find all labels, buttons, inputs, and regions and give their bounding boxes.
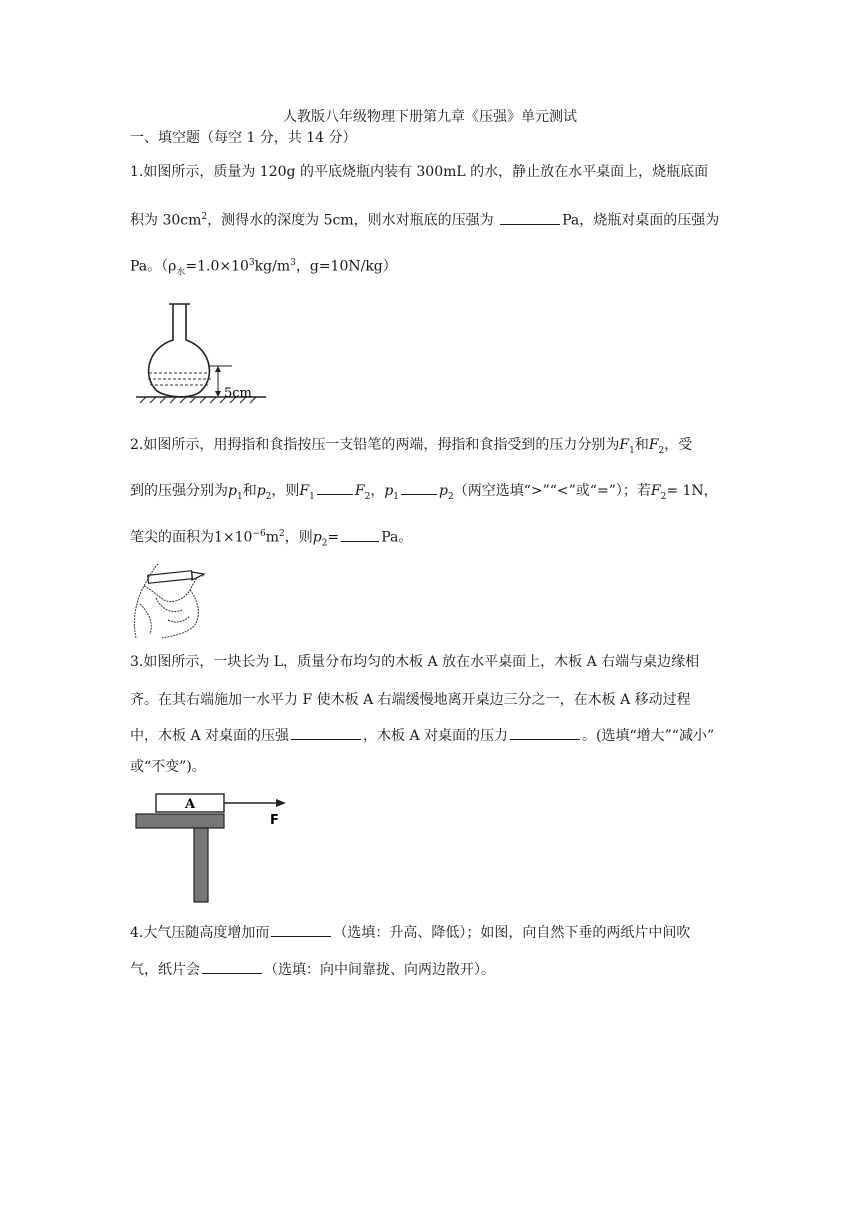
section-heading: 一、填空题（每空 1 分，共 14 分） bbox=[130, 130, 357, 146]
board-a-label: A bbox=[184, 797, 196, 812]
flask-depth-label: 5cm bbox=[224, 386, 252, 401]
q1-line-1: 1.如图所示，质量为 120g 的平底烧瓶内装有 300mL 的水，静止放在水平桌面上，烧瓶底面 bbox=[130, 164, 709, 180]
q2-line-3: 笔尖的面积为$1\times 10^{-6}m^2$，则$p_2= Pa$。 bbox=[130, 529, 413, 549]
q3-line-1: 3.如图所示，一块长为 L，质量分布均匀的木板 A 放在水平桌面上，木板 A 右端与桌边缘相 bbox=[130, 654, 700, 670]
q2-line-1: 2.如图所示，用拇指和食指按压一支铅笔的两端，拇指和食指受到的压力分别为$F_1$和$F_2$，受 bbox=[130, 437, 693, 456]
q1-line-2: 积为 $30cm^2$，测得水的深度为 5cm，则水对瓶底的压强为 Pa，烧瓶对桌面的压强为 bbox=[130, 212, 720, 229]
q4-line-1: 4.大气压随高度增加而 （选填：升高、降低）；如图，向自然下垂的两纸片中间吹 bbox=[130, 925, 691, 941]
table-top bbox=[136, 814, 224, 828]
q4-blank-1[interactable] bbox=[271, 924, 331, 937]
table-leg bbox=[194, 828, 208, 902]
q2-blank-2[interactable] bbox=[401, 482, 437, 495]
q2-blank-1[interactable] bbox=[317, 482, 353, 495]
table-board-figure bbox=[132, 790, 292, 906]
q4-line-2: 气，纸片会 （选填：向中间靠拢、向两边散开）。 bbox=[130, 962, 495, 978]
q3-line-3: 中，木板 A 对桌面的压强 ，木板 A 对桌面的压力 。(选填“增大”“减小” bbox=[130, 728, 715, 744]
pencil-hand-figure bbox=[128, 560, 210, 640]
q3-blank-2[interactable] bbox=[510, 727, 580, 740]
q3-line-2: 齐。在其右端施加一水平力 F 使木板 A 右端缓慢地离开桌边三分之一，在木板 A 移动过程 bbox=[130, 692, 691, 708]
q1-blank-1[interactable] bbox=[500, 212, 560, 225]
flask-figure bbox=[136, 300, 266, 408]
q3-line-4: 或“不变”)。 bbox=[130, 759, 206, 775]
q1-line-3: Pa。（$\rho_水=1.0\times 10^3kg/m^3$，g=10N/kg） bbox=[130, 258, 397, 278]
q2-line-2: 到的压强分别为$p_1$和$p_2$，则$F_1$ $F_2$，$p_1$ $p_2$（两空选填“>”“<”或“=”）；若$F_2= 1N$， bbox=[130, 483, 718, 502]
document-title: 人教版八年级物理下册第九章《压强》单元测试 bbox=[283, 109, 577, 125]
q3-blank-1[interactable] bbox=[291, 727, 361, 740]
force-f-label: F bbox=[270, 813, 279, 828]
q4-blank-2[interactable] bbox=[202, 961, 262, 974]
q2-blank-3[interactable] bbox=[341, 529, 379, 542]
